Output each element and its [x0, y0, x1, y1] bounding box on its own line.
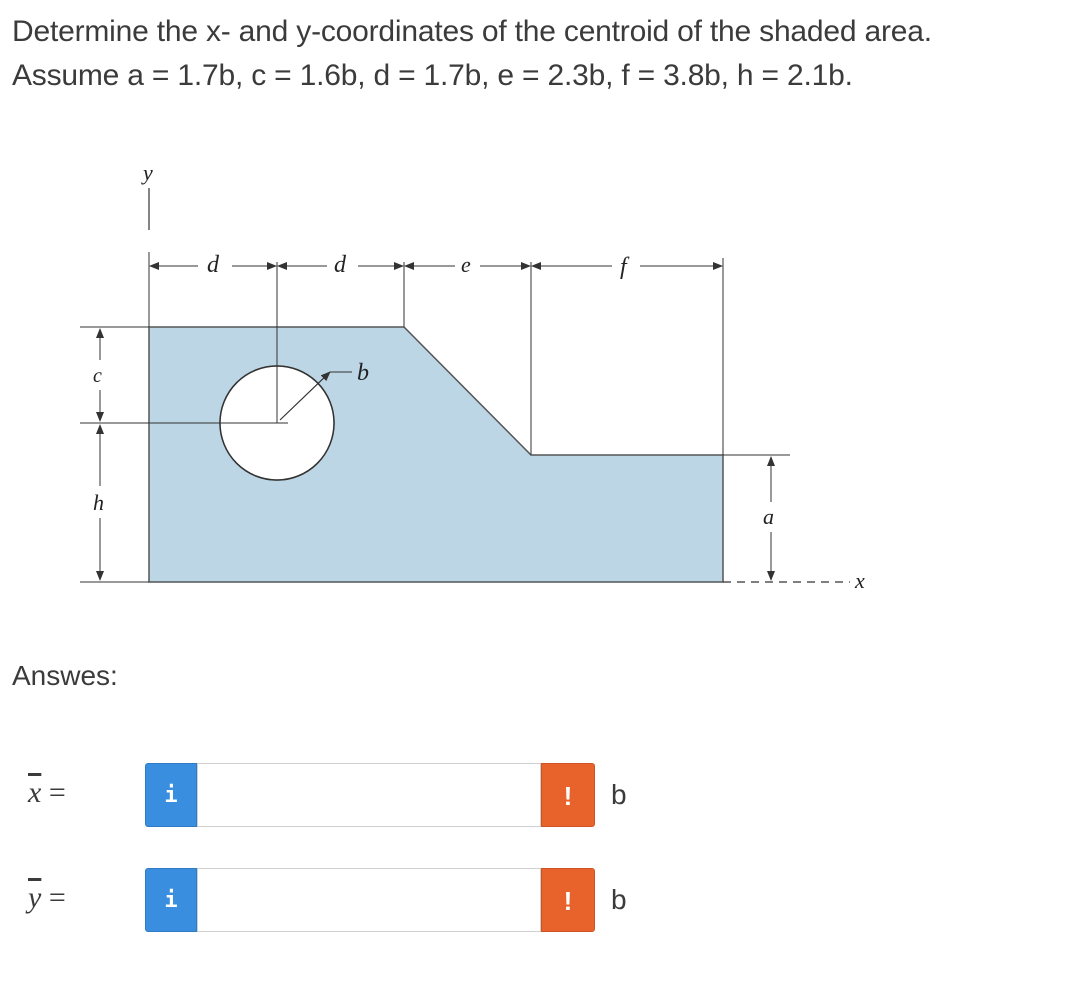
answer-row-y — [0, 868, 700, 932]
label-d2: d — [334, 252, 346, 278]
y-axis-label: y — [143, 160, 153, 185]
answers-label: Answes: — [12, 660, 118, 691]
label-a: a — [763, 504, 774, 529]
x-answer-input[interactable] — [197, 763, 541, 827]
info-icon[interactable]: i — [145, 868, 197, 932]
info-icon[interactable]: i — [145, 763, 197, 827]
question-line-2: Assume a = 1.7b, c = 1.6b, d = 1.7b, e = 2.3b, f = 3.8b, h = 2.1b. — [12, 59, 853, 92]
unit-label: b — [611, 884, 627, 915]
warning-icon[interactable]: ! — [541, 868, 595, 932]
warning-icon[interactable]: ! — [541, 763, 595, 827]
label-e: e — [461, 252, 471, 277]
centroid-figure — [60, 150, 900, 610]
label-h: h — [93, 490, 104, 515]
x-axis-label: x — [855, 568, 865, 593]
answer-var-x: $\overline{x}$ = — [28, 776, 66, 809]
label-b: b — [357, 360, 369, 386]
label-d1: d — [207, 252, 219, 278]
label-f: f — [620, 254, 627, 280]
y-answer-input[interactable] — [197, 868, 541, 932]
label-c: c — [93, 365, 102, 387]
unit-label: b — [611, 779, 627, 810]
question-line-1: Determine the x- and y-coordinates of the centroid of the shaded area. — [12, 15, 932, 48]
answer-var-y: $\overline{y}$ = — [28, 881, 66, 914]
answer-row-x — [0, 763, 700, 827]
